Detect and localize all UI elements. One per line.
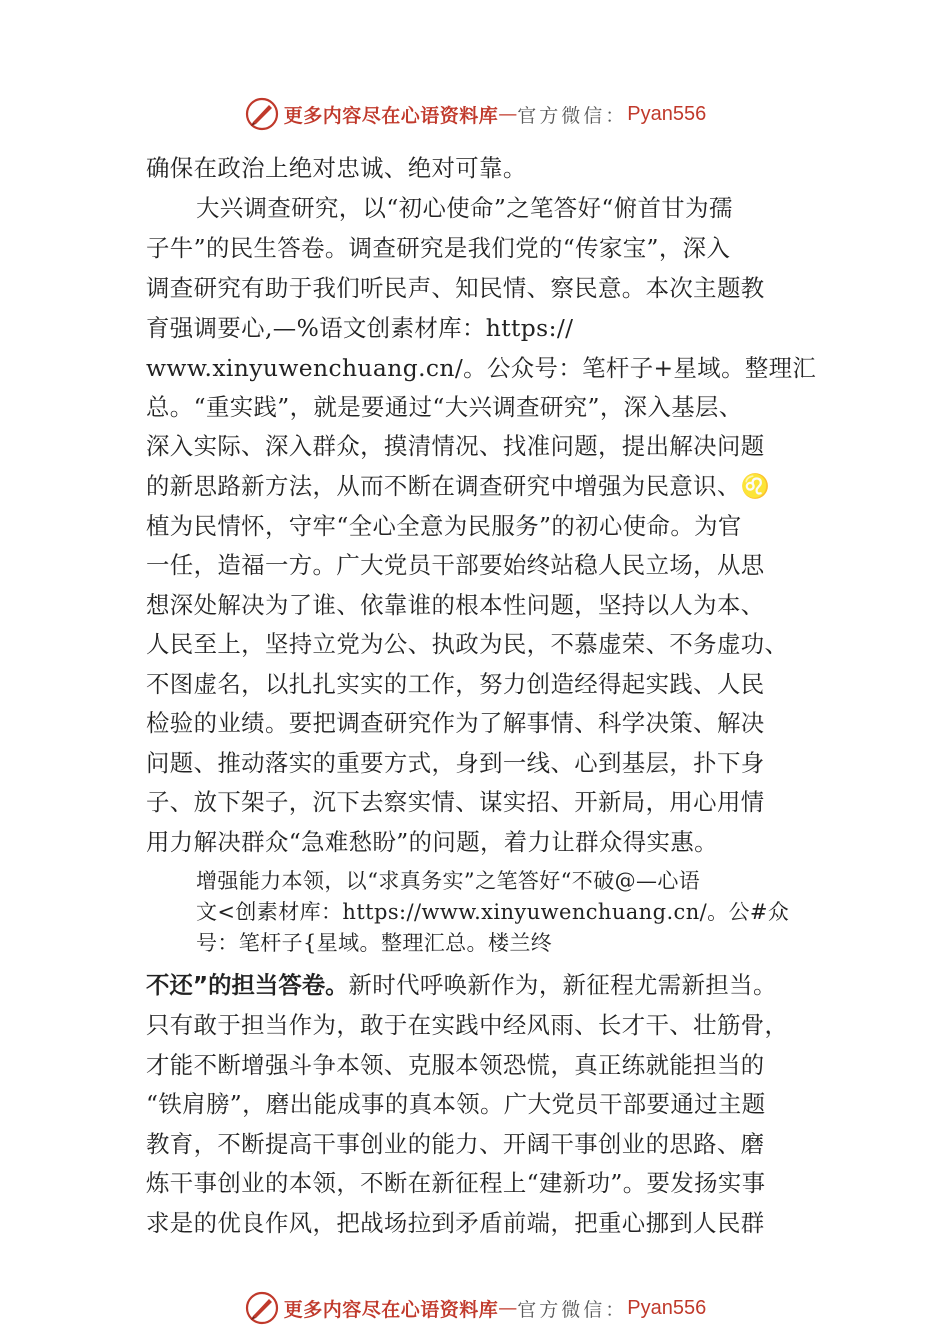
text-line: 想深处解决为了谁、依靠谁的根本性问题，坚持以人为本、: [146, 591, 765, 619]
text-line: 教育，不断提高干事创业的能力、开阔干事创业的思路、磨: [146, 1130, 765, 1158]
text-line: 的新思路新方法，从而不断在调查研究中增强为民意识、♌: [146, 472, 771, 500]
text-line: 一任，造福一方。广大党员干部要始终站稳人民立场，从思: [146, 551, 765, 579]
text-line: 育强调要心,—%语文创素材库：https://: [146, 314, 574, 342]
text-line: 大兴调查研究，以“初心使命”之笔答好“俯首甘为孺: [196, 194, 733, 222]
text-line: 只有敢于担当作为，敢于在实践中经风雨、长才干、壮筋骨，: [146, 1011, 789, 1039]
banner-title: 更多内容尽在心语资料库: [283, 104, 499, 127]
text-line: 文<创素材库：https://www.xinyuwenchuang.cn/。公#众: [196, 900, 790, 924]
text-line: 植为民情怀，守牢“全心全意为民服务”的初心使命。为官: [146, 512, 742, 540]
text-line: 求是的优良作风，把战场拉到矛盾前端，把重心挪到人民群: [146, 1209, 765, 1237]
banner-title: 更多内容尽在心语资料库: [283, 1298, 499, 1321]
text-line: 子、放下架子，沉下去察实情、谋实招、开新局，用心用情: [146, 788, 765, 816]
banner-wechat-label: 官方微信：: [517, 1298, 628, 1321]
text-line: www.xinyuwenchuang.cn/。公众号：笔杆子+星域。整理汇: [146, 354, 817, 382]
text-line: 深入实际、深入群众，摸清情况、找准问题，提出解决问题: [146, 432, 765, 460]
text-line: 才能不断增强斗争本领、克服本领恐慌，真正练就能担当的: [146, 1051, 765, 1079]
banner-separator: —: [498, 103, 518, 125]
text-line: 确保在政治上绝对忠诚、绝对可靠。: [146, 154, 527, 182]
banner-wechat-label: 官方微信：: [517, 104, 628, 127]
header-banner: [0, 94, 950, 134]
footer-banner: [0, 1288, 950, 1328]
text-line: 总。“重实践”，就是要通过“大兴调查研究”，深入基层、: [146, 393, 743, 421]
lead-text: 新时代呼唤新作为，新征程尤需新担当。: [348, 971, 777, 999]
banner-separator: —: [498, 1297, 518, 1319]
text-line: 号：笔杆子{星域。整理汇总。楼兰终: [196, 931, 553, 955]
text-line: 问题、推动落实的重要方式，身到一线、心到基层，扑下身: [146, 749, 765, 777]
lead-bold-text: 不还”的担当答卷。: [146, 971, 349, 999]
banner-wechat-id: Pyan556: [627, 102, 707, 125]
text-line: 子牛”的民生答卷。调查研究是我们党的“传家宝”，深入: [146, 234, 731, 262]
pen-logo-icon: [244, 1290, 280, 1326]
banner-wechat-id: Pyan556: [627, 1296, 707, 1319]
text-line: 检验的业绩。要把调查研究作为了解事情、科学决策、解决: [146, 709, 765, 737]
text-line: “铁肩膀”，磨出能成事的真本领。广大党员干部要通过主题: [146, 1090, 766, 1118]
text-line: 用力解决群众“急难愁盼”的问题，着力让群众得实惠。: [146, 828, 718, 856]
text-line: [146, 970, 846, 1000]
text-line: 炼干事创业的本领，不断在新征程上“建新功”。要发扬实事: [146, 1169, 766, 1197]
text-line: 人民至上，坚持立党为公、执政为民，不慕虚荣、不务虚功、: [146, 630, 789, 658]
text-line: 调查研究有助于我们听民声、知民情、察民意。本次主题教: [146, 274, 765, 302]
pen-logo-icon: [244, 96, 280, 132]
text-line: 不图虚名，以扎扎实实的工作，努力创造经得起实践、人民: [146, 670, 765, 698]
text-line: 增强能力本领，以“求真务实”之笔答好“不破@—心语: [196, 869, 701, 893]
